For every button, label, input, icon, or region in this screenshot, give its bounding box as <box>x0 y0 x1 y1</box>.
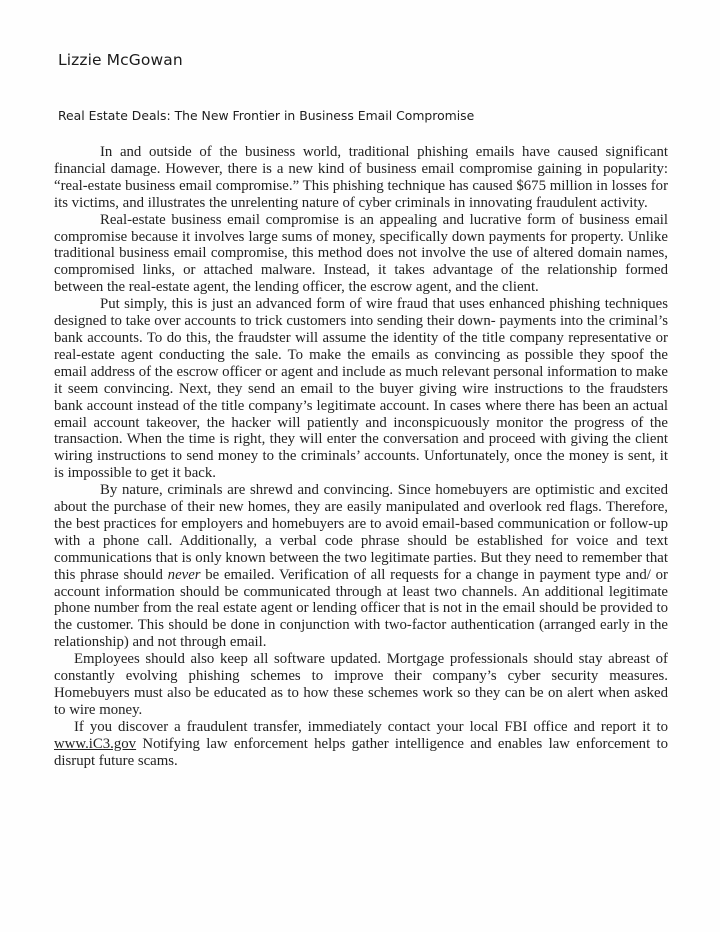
paragraph-6-text-after: Notifying law enforcement helps gather intelligence and enables law enforcement to disrupt future scams. <box>54 735 668 769</box>
paragraph-1: In and outside of the business world, traditional phishing emails have caused significant financial damage. However, there is a new kind of business email compromise gaining in popularity: “real-estate business email compromise.” This phishing technique has caused $675 million in losses for its victims, and illustrates the unrelenting nature of cyber criminals in innovating fraudulent activity. <box>54 144 668 211</box>
article-body <box>54 144 668 770</box>
paragraph-4 <box>54 482 668 651</box>
paragraph-6 <box>54 719 668 770</box>
article-title: Real Estate Deals: The New Frontier in Business Email Compromise <box>58 108 475 123</box>
emphasis-never: never <box>167 566 201 583</box>
paragraph-5: Employees should also keep all software updated. Mortgage professionals should stay abreast of constantly evolving phishing schemes to improve their company’s cyber security measures. Homebuyers must also be educated as to how these schemes work so they can be on alert when asked to wire money. <box>54 651 668 718</box>
paragraph-4-text-before: By nature, criminals are shrewd and convincing. Since homebuyers are optimistic and excited about the purchase of their new homes, they are easily manipulated and overlook red flags. Therefore, the best practices for employers and homebuyers are to avoid email-based communication or follow-up with a phone call. Additionally, a verbal code phrase should be established for voice and text communications that is only known between the two legitimate parties. But they need to remember that this phrase should <box>54 482 668 583</box>
paragraph-2: Real-estate business email compromise is an appealing and lucrative form of business email compromise because it involves large sums of money, specifically down payments for property. Unlike traditional business email compromise, this method does not involve the use of altered domain names, compromised links, or attached malware. Instead, it takes advantage of the relationship formed between the real-estate agent, the lending officer, the escrow agent, and the client. <box>54 211 668 296</box>
paragraph-4-text-after: be emailed. Verification of all requests for a change in payment type and/ or account information should be communicated through at least two channels. An additional legitimate phone number from the real estate agent or lending officer that is not in the email should be provided to the customer. This should be done in conjunction with two-factor authentication (arranged early in the relationship) and not through email. <box>54 566 668 651</box>
author-name: Lizzie McGowan <box>58 51 183 69</box>
paragraph-3: Put simply, this is just an advanced form of wire fraud that uses enhanced phishing techniques designed to take over accounts to trick customers into sending their down- payments into the criminal’s bank accounts. To do this, the fraudster will assume the identity of the title company representative or real-estate agent conducting the sale. To make the emails as convincing as possible they spoof the email address of the escrow officer or agent and include as much relevant personal information to make it seem convincing. Next, they send an email to the buyer giving wire instructions to the fraudsters bank account instead of the title company’s legitimate account. In cases where there has been an actual email account takeover, the hacker will patiently and inconspicuously monitor the progress of the transaction. When the time is right, they will enter the conversation and proceed with giving the client wiring instructions to send money to the criminals’ accounts. Unfortunately, once the money is sent, it is impossible to get it back. <box>54 296 668 482</box>
paragraph-6-text-before: If you discover a fraudulent transfer, immediately contact your local FBI office and report it to <box>74 718 668 735</box>
ic3-link[interactable]: www.iC3.gov <box>54 735 137 752</box>
